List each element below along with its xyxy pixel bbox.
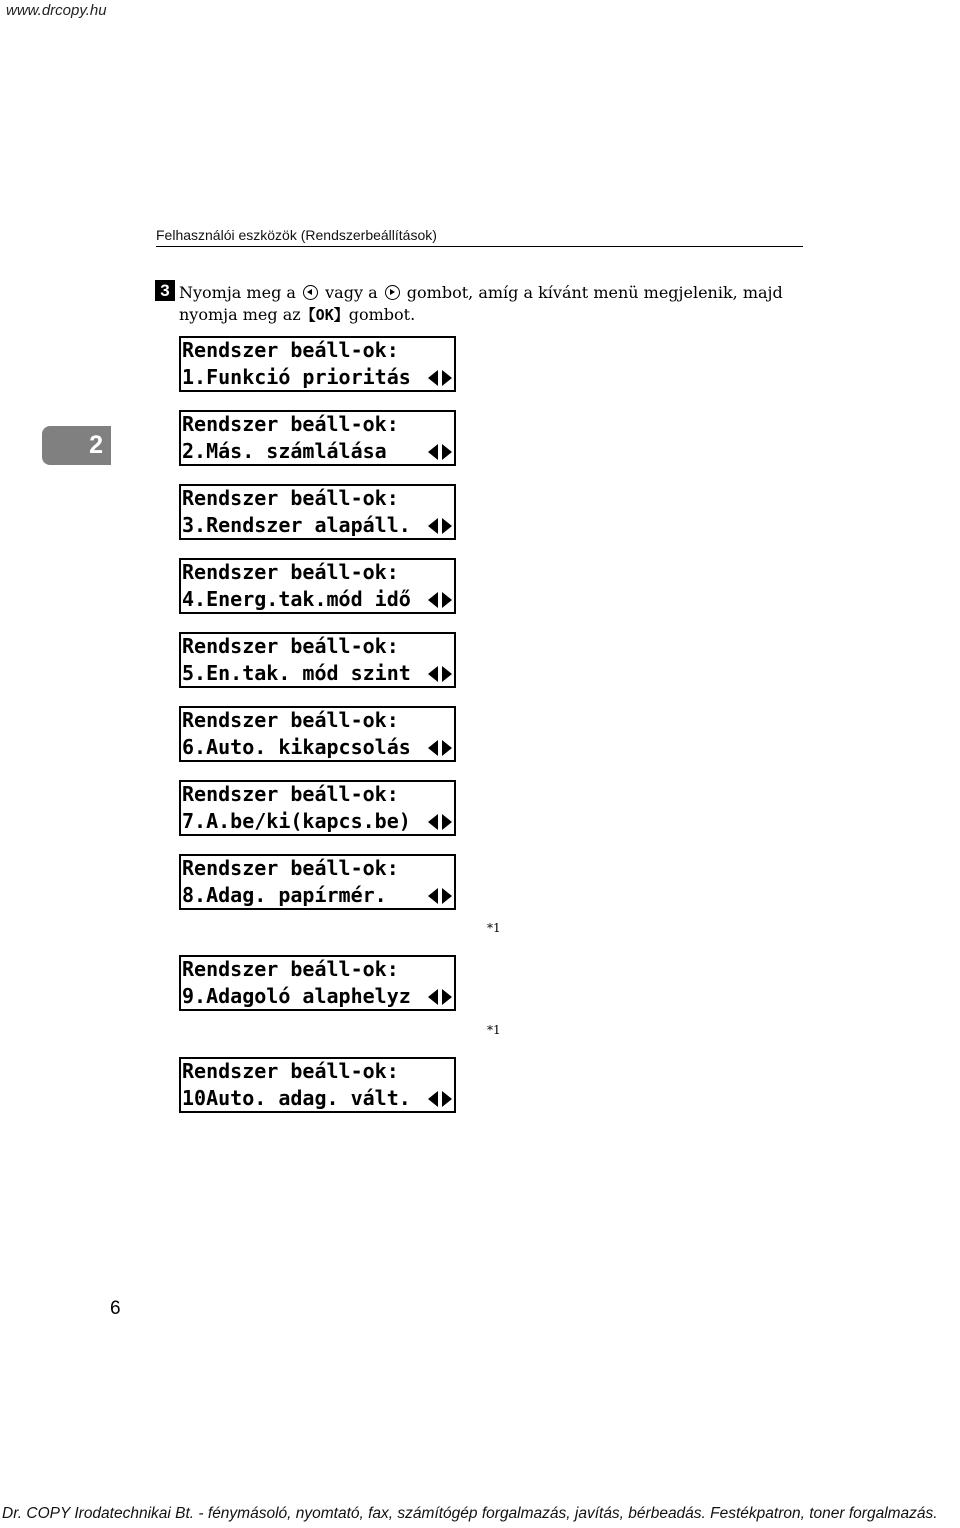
lcd-line-2: 2.Más. számlálása: [182, 439, 387, 463]
header-rule: [156, 246, 803, 247]
lcd-line-1: Rendszer beáll-ok:: [182, 486, 399, 510]
left-right-arrows-icon: [428, 1090, 452, 1108]
lcd-line-1: Rendszer beáll-ok:: [182, 1059, 399, 1083]
watermark-url: www.drcopy.hu: [6, 2, 107, 19]
lcd-line-1: Rendszer beáll-ok:: [182, 782, 399, 806]
left-right-arrows-icon: [428, 813, 452, 831]
lcd-line-2: 8.Adag. papírmér.: [182, 883, 387, 907]
left-right-arrows-icon: [428, 665, 452, 683]
instruction-text: Nyomja meg a: [179, 283, 296, 302]
right-arrow-circle-icon: [385, 285, 400, 300]
lcd-screen: [179, 632, 456, 688]
lcd-line-2: 6.Auto. kikapcsolás: [182, 735, 411, 759]
instruction-line-1: [179, 283, 783, 302]
footer-watermark: Dr. COPY Irodatechnikai Bt. - fénymásoló, nyomtató, fax, számítógép forgalmazás, javítás, bérbeadás. Festékpatron, toner forgalmazás.: [2, 1505, 938, 1522]
lcd-line-2: 9.Adagoló alaphelyz: [182, 984, 411, 1008]
lcd-screen: [179, 854, 456, 910]
lcd-line-2: 10Auto. adag. vált.: [182, 1086, 411, 1110]
left-right-arrows-icon: [428, 739, 452, 757]
lcd-line-1: Rendszer beáll-ok:: [182, 338, 399, 362]
lcd-line-2: 5.En.tak. mód szint: [182, 661, 411, 685]
instruction-text: gombot, amíg a kívánt menü megjelenik, majd: [406, 283, 783, 302]
chapter-tab: 2: [42, 426, 111, 465]
lcd-line-2: 7.A.be/ki(kapcs.be): [182, 809, 411, 833]
lcd-screen: [179, 780, 456, 836]
lcd-line-1: Rendszer beáll-ok:: [182, 634, 399, 658]
left-right-arrows-icon: [428, 591, 452, 609]
lcd-screen: [179, 1057, 456, 1113]
lcd-line-1: Rendszer beáll-ok:: [182, 856, 399, 880]
left-right-arrows-icon: [428, 988, 452, 1006]
lcd-line-1: Rendszer beáll-ok:: [182, 708, 399, 732]
lcd-screen: [179, 706, 456, 762]
footnote-marker: *1: [487, 921, 501, 935]
lcd-screen: [179, 955, 456, 1011]
lcd-line-1: Rendszer beáll-ok:: [182, 560, 399, 584]
lcd-screen: [179, 484, 456, 540]
instruction-text: vagy a: [325, 283, 378, 302]
ok-key-label: 【OK】: [300, 306, 349, 324]
footnote-marker: *1: [487, 1023, 501, 1037]
lcd-screen: [179, 558, 456, 614]
lcd-line-2: 3.Rendszer alapáll.: [182, 513, 411, 537]
lcd-line-2: 1.Funkció prioritás: [182, 365, 411, 389]
instruction-line-2: [179, 304, 415, 325]
left-arrow-circle-icon: [303, 285, 318, 300]
instruction-text: gombot.: [348, 305, 416, 324]
step-number-marker: 3: [155, 280, 175, 301]
lcd-line-1: Rendszer beáll-ok:: [182, 412, 399, 436]
left-right-arrows-icon: [428, 369, 452, 387]
page-number: 6: [110, 1298, 121, 1319]
lcd-line-1: Rendszer beáll-ok:: [182, 957, 399, 981]
lcd-screen: [179, 410, 456, 466]
lcd-line-2: 4.Energ.tak.mód idő: [182, 587, 411, 611]
left-right-arrows-icon: [428, 443, 452, 461]
instruction-text: nyomja meg az: [179, 305, 301, 324]
running-header: Felhasználói eszközök (Rendszerbeállítások): [156, 227, 437, 243]
left-right-arrows-icon: [428, 887, 452, 905]
left-right-arrows-icon: [428, 517, 452, 535]
lcd-screen: [179, 336, 456, 392]
